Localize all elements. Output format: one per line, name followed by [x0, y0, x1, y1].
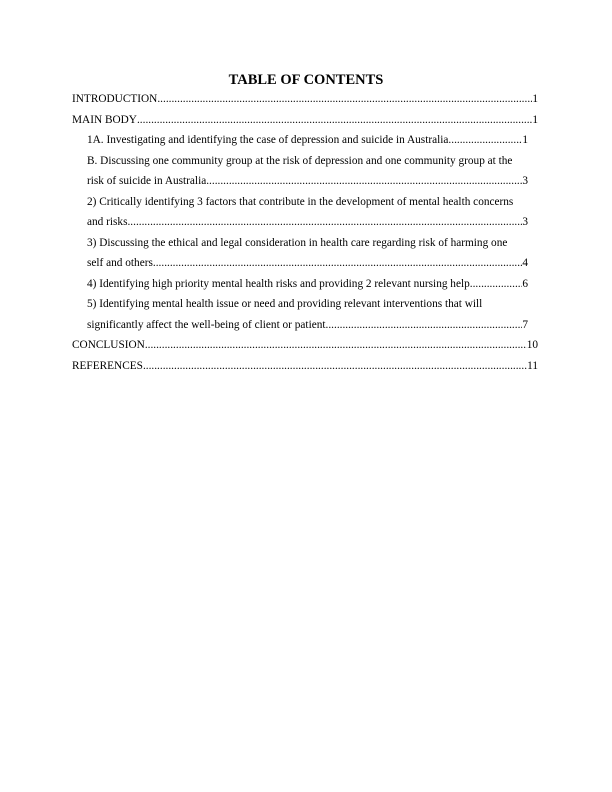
toc-entry-introduction[interactable]: [72, 89, 540, 110]
toc-page-number: 3: [522, 216, 528, 228]
toc-entry-label: INTRODUCTION: [72, 93, 158, 105]
toc-page-number: 4: [522, 257, 528, 269]
toc-entry-2[interactable]: [72, 192, 540, 233]
toc-entry-1a[interactable]: [72, 130, 540, 151]
toc-page-number: 3: [522, 175, 528, 187]
toc-title: TABLE OF CONTENTS: [228, 72, 384, 88]
toc-entry-4[interactable]: [72, 274, 540, 295]
dot-leader: [470, 274, 523, 295]
toc-entry-label: 4) Identifying high priority mental health risks and providing 2 relevant nursing help: [87, 277, 470, 290]
toc-entry-label: risk of suicide in Australia: [87, 175, 207, 187]
toc-entry-label: self and others: [87, 257, 153, 269]
toc-entry-label: CONCLUSION: [72, 339, 145, 351]
dot-leader: [326, 315, 523, 336]
toc-entry-conclusion[interactable]: [72, 335, 540, 356]
dot-leader: [157, 89, 532, 110]
toc-page-number: 1: [532, 113, 538, 126]
dot-leader: [127, 212, 522, 233]
toc-entry-label: and risks: [87, 216, 128, 228]
dot-leader: [153, 253, 522, 274]
toc-page-number: 6: [522, 277, 528, 290]
toc-entry-label: significantly affect the well-being of client or patient: [87, 318, 326, 331]
toc-entry-main-body[interactable]: [72, 110, 540, 131]
toc-entry-label: REFERENCES: [72, 359, 143, 372]
toc-entry-3[interactable]: [72, 233, 540, 274]
dot-leader: [143, 356, 527, 377]
toc-entry-line: B. Discussing one community group at the risk of depression and one community group at the: [87, 154, 513, 167]
toc-page-number: 7: [522, 318, 528, 331]
dot-leader: [448, 130, 522, 151]
dot-leader: [145, 335, 527, 356]
toc-page-number: 10: [526, 339, 538, 351]
toc-entry-5[interactable]: [72, 294, 540, 335]
toc-entry-line: 3) Discussing the ethical and legal consideration in health care regarding risk of harming one: [87, 236, 508, 249]
toc-page-number: 1: [532, 93, 538, 105]
toc-entry-1b[interactable]: [72, 151, 540, 192]
toc-entry-label: 1A. Investigating and identifying the case of depression and suicide in Australia: [87, 134, 449, 146]
toc-entry-line: 5) Identifying mental health issue or need and providing relevant interventions that will: [87, 298, 483, 310]
toc-page-number: 1: [522, 134, 528, 146]
table-of-contents: [72, 89, 540, 376]
toc-entry-line: 2) Critically identifying 3 factors that contribute in the development of mental health concerns: [87, 195, 514, 208]
toc-entry-references[interactable]: [72, 356, 540, 377]
dot-leader: [137, 110, 532, 131]
toc-entry-label: MAIN BODY: [72, 113, 137, 126]
dot-leader: [206, 171, 522, 192]
toc-page-number: 11: [527, 359, 538, 372]
